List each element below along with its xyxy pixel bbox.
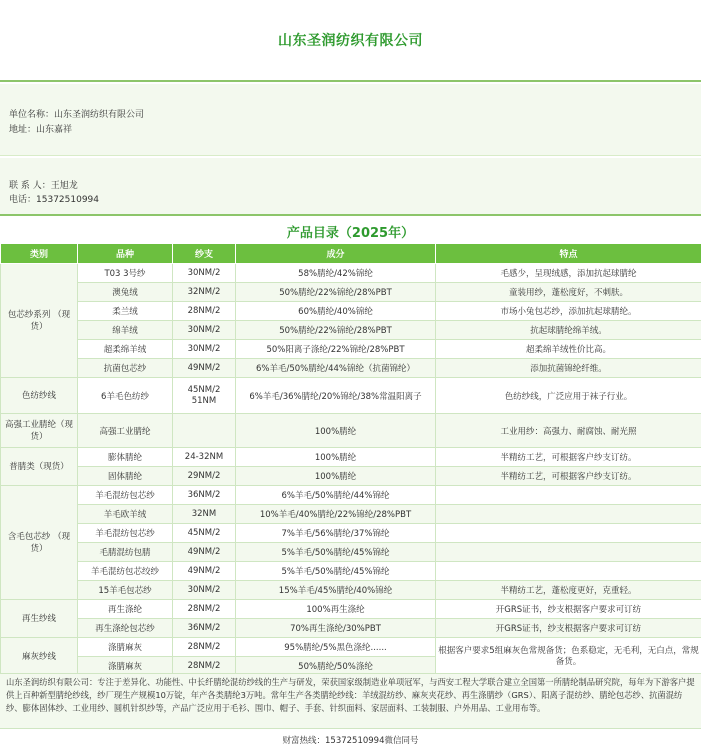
variety-cell: 毛腈混纺包腈: [78, 543, 173, 562]
unit-label: 单位名称：: [9, 110, 55, 120]
composition-cell: 50%阳离子涤纶/22%锦纶/28%PBT: [236, 340, 436, 359]
company-info-block: [0, 84, 701, 156]
composition-cell: 15%羊毛/45%腈纶/40%锦纶: [236, 581, 436, 600]
composition-cell: 6%羊毛/50%腈纶/44%锦纶: [236, 486, 436, 505]
table-row: [1, 302, 701, 321]
unit-value: 山东圣润纺织有限公司: [54, 110, 145, 120]
composition-cell: 100%再生涤纶: [236, 600, 436, 619]
count-cell: 49NM/2: [173, 359, 236, 378]
variety-cell: 羊毛欧羊绒: [78, 505, 173, 524]
product-table: [0, 243, 701, 676]
company-description: 山东圣润纺织有限公司：专注于差异化、功能性、中长纤腈纶混纺纱线的生产与研发，荣获国家级制造业单项冠军，与西安工程大学联合建立全国第一所腈纶制品研究院，每年为下游客户提供上百种新型腈纶纱线，纱厂现生产规模10万锭，年产各类腈纶3万吨。常年生产各类腈纶纱线：羊绒混纺纱、麻灰夹花纱、再生涤腈纱（GRS）、阳离子混纺纱、腈纶包芯纱、抗菌混纺纱、膨体固体纱、工业用纱、圆机针织纱等，产品广泛应用于毛衫、围巾、帽子、手套、针织面料、家居面料、工装制服、户外用品、工业用布等。: [0, 673, 701, 728]
column-header-feature: 特点: [436, 244, 701, 264]
address-label: 地址：: [9, 125, 37, 135]
variety-cell: 膨体腈纶: [78, 448, 173, 467]
composition-cell: 5%羊毛/50%腈纶/45%锦纶: [236, 562, 436, 581]
table-row: [1, 638, 701, 657]
feature-cell: 超柔绵羊绒性价比高。: [436, 340, 701, 359]
composition-cell: 10%羊毛/40%腈纶/22%锦纶/28%PBT: [236, 505, 436, 524]
count-cell: 30NM/2: [173, 321, 236, 340]
count-cell: 30NM/2: [173, 581, 236, 600]
variety-cell: 涤腈麻灰: [78, 657, 173, 676]
category-cell: 含毛包芯纱 （现货）: [1, 486, 78, 600]
variety-cell: 固体腈纶: [78, 467, 173, 486]
page-header: [0, 0, 701, 82]
variety-cell: 15羊毛包芯纱: [78, 581, 173, 600]
unit-line: [9, 107, 144, 120]
phone-label: 电话：: [9, 195, 37, 205]
table-row: [1, 448, 701, 467]
category-cell: 普腈类（现货）: [1, 448, 78, 486]
count-cell: 49NM/2: [173, 562, 236, 581]
variety-cell: 高强工业腈纶: [78, 414, 173, 448]
composition-cell: 50%腈纶/22%锦纶/28%PBT: [236, 321, 436, 340]
feature-cell: 根据客户要求5组麻灰色常规备货；色系稳定，无毛利，无白点，常规备货。: [436, 638, 701, 676]
composition-cell: 58%腈纶/42%锦纶: [236, 264, 436, 283]
catalog-title: 产品目录（2025年）: [286, 225, 415, 241]
variety-cell: 羊毛混纺包芯纱: [78, 486, 173, 505]
feature-cell: [436, 562, 701, 581]
table-row: [1, 524, 701, 543]
column-header-composition: 成分: [236, 244, 436, 264]
table-row: [1, 581, 701, 600]
category-cell: 色纺纱线: [1, 378, 78, 414]
table-row: [1, 600, 701, 619]
category-cell: 高强工业腈纶（现货）: [1, 414, 78, 448]
feature-cell: 开GRS证书，纱支根据客户要求可订纺: [436, 600, 701, 619]
feature-cell: 市场小兔包芯纱，添加抗起球腈纶。: [436, 302, 701, 321]
table-row: [1, 378, 701, 414]
composition-cell: 100%腈纶: [236, 414, 436, 448]
table-row: [1, 486, 701, 505]
table-row: [1, 340, 701, 359]
composition-cell: 50%腈纶/50%涤纶: [236, 657, 436, 676]
feature-cell: 开GRS证书，纱支根据客户要求可订纺: [436, 619, 701, 638]
column-header-count: 纱支: [173, 244, 236, 264]
count-cell: 30NM/2: [173, 264, 236, 283]
category-cell: 包芯纱系列 （现货）: [1, 264, 78, 378]
count-cell: 28NM/2: [173, 302, 236, 321]
table-row: [1, 505, 701, 524]
count-cell: 28NM/2: [173, 638, 236, 657]
hotline: 财富热线：15372510994微信同号: [0, 728, 701, 750]
count-cell: 45NM/2 51NM: [173, 378, 236, 414]
column-header-category: 类别: [1, 244, 78, 264]
composition-cell: 100%腈纶: [236, 448, 436, 467]
table-row: [1, 321, 701, 340]
count-cell: 29NM/2: [173, 467, 236, 486]
contact-info-block: [0, 158, 701, 216]
contact-line: [9, 178, 78, 191]
count-cell: 49NM/2: [173, 543, 236, 562]
composition-cell: 100%腈纶: [236, 467, 436, 486]
feature-cell: 半精纺工艺，可根据客户纱支订纺。: [436, 467, 701, 486]
count-cell: 30NM/2: [173, 340, 236, 359]
table-row: [1, 283, 701, 302]
composition-cell: 6%羊毛/36%腈纶/20%锦纶/38%常温阳离子: [236, 378, 436, 414]
count-cell: [173, 414, 236, 448]
table-row: [1, 359, 701, 378]
feature-cell: [436, 486, 701, 505]
table-row: [1, 414, 701, 448]
category-cell: 麻灰纱线: [1, 638, 78, 676]
phone-value: 15372510994: [36, 195, 100, 205]
variety-cell: 涤腈麻灰: [78, 638, 173, 657]
variety-cell: 再生涤纶包芯纱: [78, 619, 173, 638]
feature-cell: 毛感少，呈现绒感，添加抗起球腈纶: [436, 264, 701, 283]
composition-cell: 50%腈纶/22%锦纶/28%PBT: [236, 283, 436, 302]
table-row: [1, 264, 701, 283]
count-cell: 36NM/2: [173, 619, 236, 638]
composition-cell: 5%羊毛/50%腈纶/45%锦纶: [236, 543, 436, 562]
feature-cell: 工业用纱：高强力、耐腐蚀、耐光照: [436, 414, 701, 448]
table-row: [1, 467, 701, 486]
category-cell: 再生纱线: [1, 600, 78, 638]
composition-cell: 70%再生涤纶/30%PBT: [236, 619, 436, 638]
feature-cell: 半精纺工艺，可根据客户纱支订纺。: [436, 448, 701, 467]
count-cell: 28NM/2: [173, 600, 236, 619]
composition-cell: 7%羊毛/56%腈纶/37%锦纶: [236, 524, 436, 543]
composition-cell: 60%腈纶/40%锦纶: [236, 302, 436, 321]
table-row: [1, 619, 701, 638]
address-line: [9, 122, 72, 135]
variety-cell: T03 3号纱: [78, 264, 173, 283]
table-row: [1, 543, 701, 562]
variety-cell: 再生涤纶: [78, 600, 173, 619]
company-title: 山东圣润纺织有限公司: [278, 33, 423, 49]
column-header-variety: 品种: [78, 244, 173, 264]
feature-cell: 色纺纱线，广泛应用于袜子行业。: [436, 378, 701, 414]
composition-cell: 6%羊毛/50%腈纶/44%锦纶（抗菌锦纶）: [236, 359, 436, 378]
feature-cell: 童装用纱，蓬松度好，不刺肤。: [436, 283, 701, 302]
variety-cell: 6羊毛色纺纱: [78, 378, 173, 414]
variety-cell: 羊毛混纺包芯纱: [78, 524, 173, 543]
feature-cell: 添加抗菌锦纶纤维。: [436, 359, 701, 378]
count-cell: 32NM: [173, 505, 236, 524]
count-cell: 32NM/2: [173, 283, 236, 302]
count-cell: 45NM/2: [173, 524, 236, 543]
table-header-row: [1, 244, 701, 264]
variety-cell: 羊毛混纺包芯绞纱: [78, 562, 173, 581]
feature-cell: 抗起球腈纶绵羊绒。: [436, 321, 701, 340]
feature-cell: [436, 543, 701, 562]
table-row: [1, 562, 701, 581]
count-cell: 28NM/2: [173, 657, 236, 676]
variety-cell: 柔兰绒: [78, 302, 173, 321]
variety-cell: 绵羊绒: [78, 321, 173, 340]
count-cell: 36NM/2: [173, 486, 236, 505]
contact-value: 王旭龙: [50, 181, 78, 191]
composition-cell: 95%腈纶/5%黑色涤纶......: [236, 638, 436, 657]
count-cell: 24-32NM: [173, 448, 236, 467]
feature-cell: [436, 524, 701, 543]
variety-cell: 抗菌包芯纱: [78, 359, 173, 378]
contact-label: 联 系 人：: [9, 181, 51, 191]
variety-cell: 澳兔绒: [78, 283, 173, 302]
feature-cell: [436, 505, 701, 524]
phone-line: [9, 192, 99, 205]
feature-cell: 半精纺工艺，蓬松度更好，克重轻。: [436, 581, 701, 600]
address-value: 山东嘉祥: [36, 125, 73, 135]
variety-cell: 超柔绵羊绒: [78, 340, 173, 359]
